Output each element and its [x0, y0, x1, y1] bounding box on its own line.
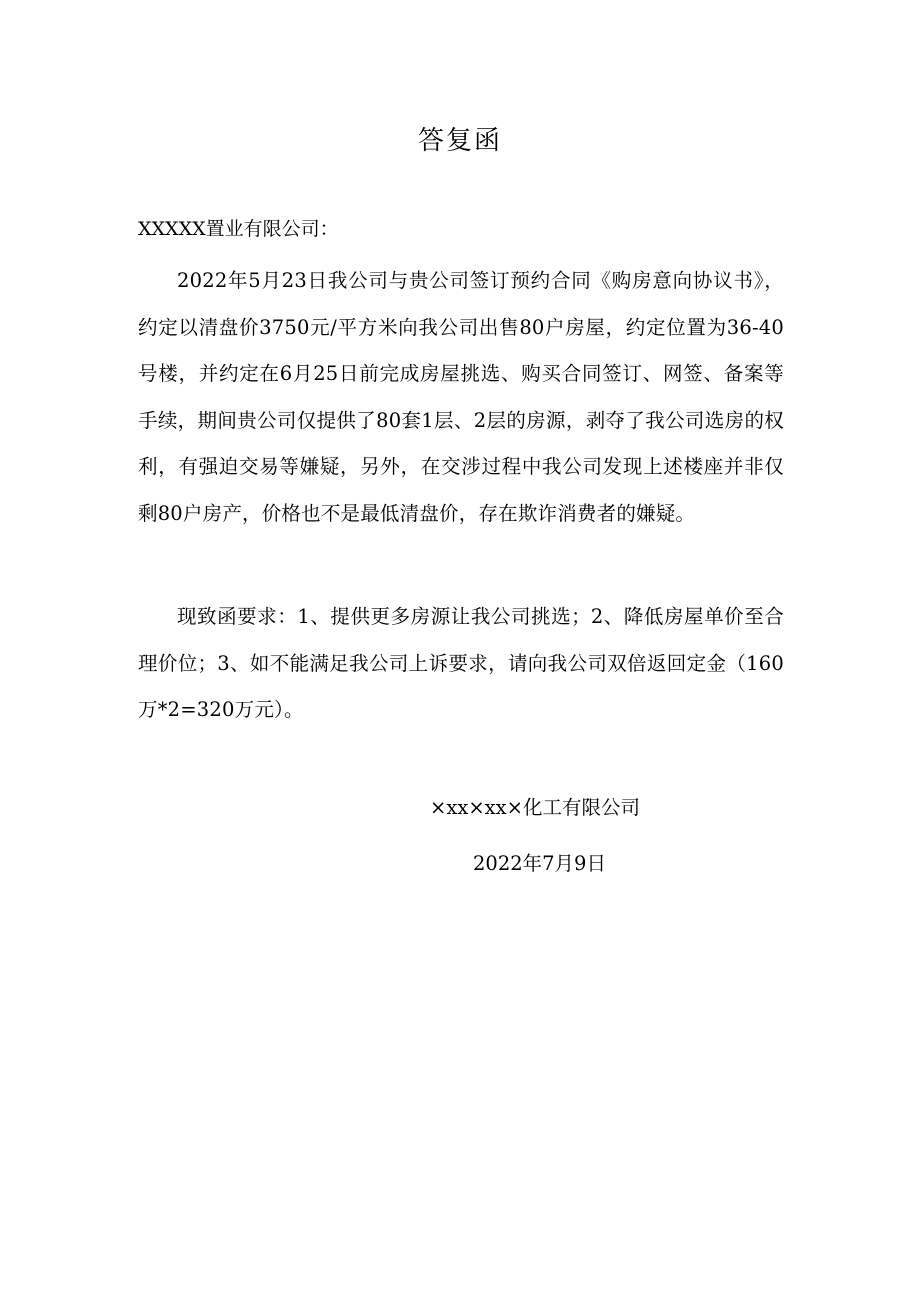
letter-paragraph-1: 2022年5月23日我公司与贵公司签订预约合同《购房意向协议书》，约定以清盘价3750元/平方米向我公司出售80户房屋，约定位置为36-40号楼，并约定在6月25日前完成房屋挑选、购买合同签订、网签、备案等手续，期间贵公司仅提供了80套1层、2层的房源，剥夺了我公司选房的权利，有强迫交易等嫌疑，另外，在交涉过程中我公司发现上述楼座并非仅剩80户房产，价格也不是最低清盘价，存在欺诈消费者的嫌疑。: [138, 269, 784, 525]
signature-company: ×xx×xx×化工有限公司: [430, 796, 641, 819]
letter-title: 答复函: [417, 126, 502, 156]
letter-salutation: XXXXX置业有限公司：: [138, 218, 339, 240]
letter-paragraph-2: 现致函要求：1、提供更多房源让我公司挑选；2、降低房屋单价至合理价位；3、如不能满足我公司上诉要求，请向我公司双倍返回定金（160万*2=320万元）。: [138, 605, 784, 721]
signature-date: 2022年7月9日: [473, 852, 606, 875]
